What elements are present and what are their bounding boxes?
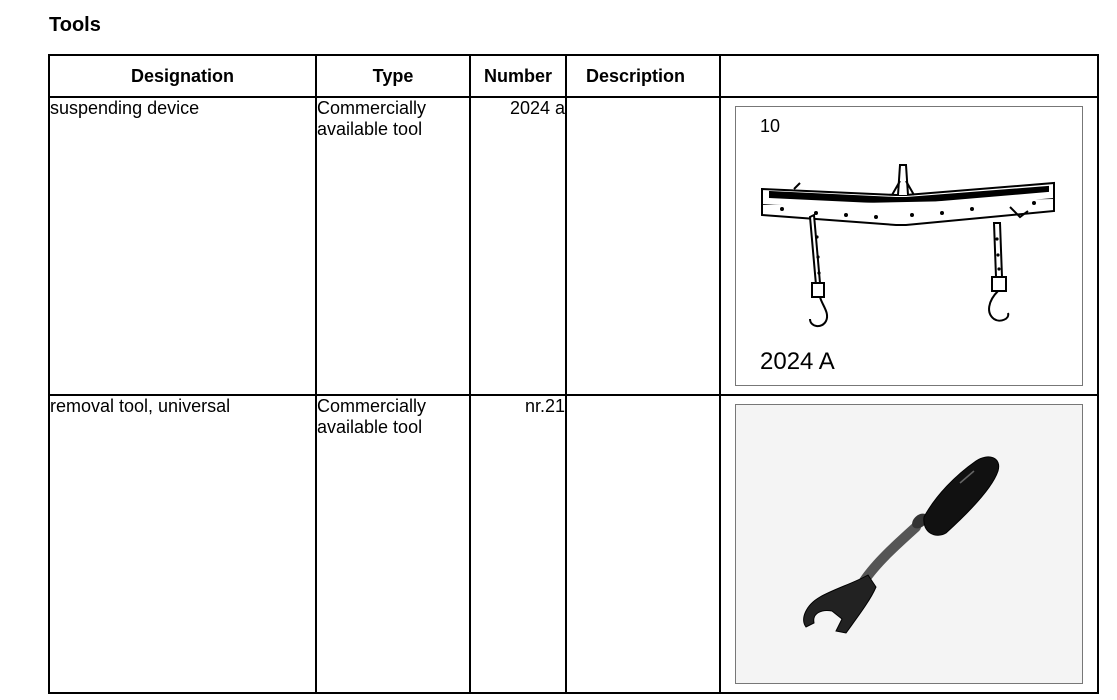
cell-designation: removal tool, universal [49, 395, 316, 693]
header-number: Number [470, 55, 566, 97]
figure-code: 2024 A [760, 348, 835, 375]
page-title: Tools [49, 14, 101, 36]
header-designation: Designation [49, 55, 316, 97]
table-header-row [49, 55, 1098, 97]
header-description: Description [566, 55, 720, 97]
tools-table [48, 54, 1099, 694]
figure-frame [735, 404, 1083, 684]
table-row [49, 395, 1098, 693]
cell-type: Commercially available tool [316, 395, 470, 693]
cell-description [566, 97, 720, 395]
cell-image [720, 395, 1098, 693]
header-image [720, 55, 1098, 97]
cell-type: Commercially available tool [316, 97, 470, 395]
removal-tool-photo-icon [736, 405, 1080, 683]
cell-number: nr.21 [470, 395, 566, 693]
figure-number: 10 [760, 116, 781, 136]
suspending-device-drawing-icon [736, 107, 1080, 385]
table-row [49, 97, 1098, 395]
header-type: Type [316, 55, 470, 97]
cell-image [720, 97, 1098, 395]
cell-description [566, 395, 720, 693]
figure-frame [735, 106, 1083, 386]
cell-designation: suspending device [49, 97, 316, 395]
cell-number: 2024 a [470, 97, 566, 395]
